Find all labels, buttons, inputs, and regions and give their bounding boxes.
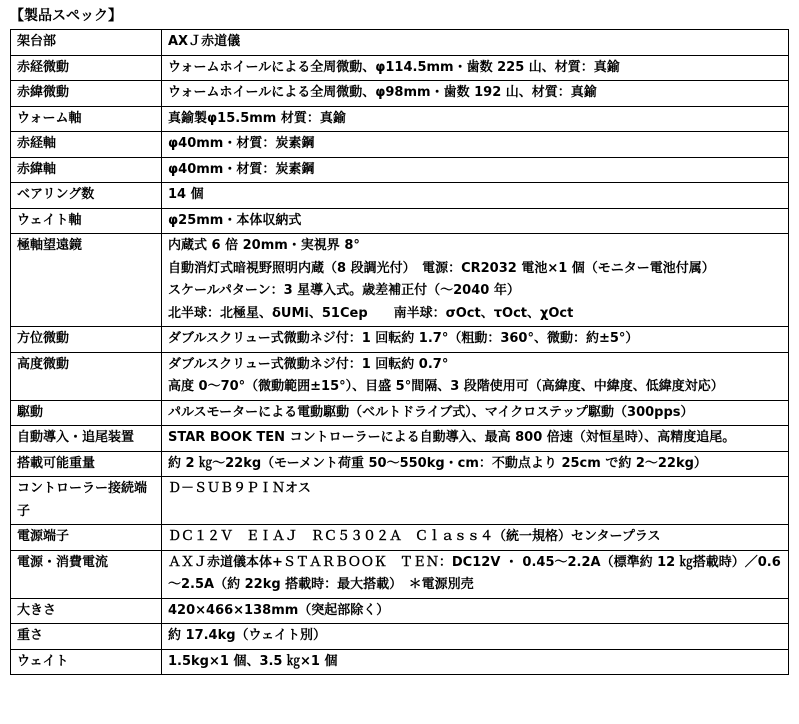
spec-value-line: 約 2 ㎏～22kg（モーメント荷重 50～550kg・cm：不動点より 25cm で約 2～22kg） [168,455,707,471]
spec-value-line: φ40mm・材質：炭素鋼 [168,136,315,151]
spec-value [162,550,789,598]
spec-value-line: 420×466×138mm（突起部除く） [168,602,390,618]
spec-value [162,81,789,107]
spec-label: 赤緯微動 [11,81,162,107]
spec-value-line: スケールパターン：3 星導入式。歳差補正付（～2040 年） [168,283,520,298]
spec-row [11,451,789,477]
spec-value [162,55,789,81]
spec-value-line: ダブルスクリュー式微動ネジ付：1 回転約 1.7°（粗動：360°、微動：約±5°） [168,331,639,346]
spec-row [11,649,789,675]
spec-label: ウェイト [11,649,162,675]
spec-label: コントローラー接続端子 [11,477,162,525]
spec-value [162,157,789,183]
spec-label: 電源端子 [11,525,162,551]
spec-row [11,352,789,400]
spec-row [11,400,789,426]
spec-label: 架台部 [11,30,162,56]
spec-label: ウォーム軸 [11,106,162,132]
spec-row [11,525,789,551]
spec-value [162,106,789,132]
spec-value-line: φ25mm・本体収納式 [168,212,302,228]
spec-row [11,157,789,183]
spec-value-line: パルスモーターによる電動駆動（ベルトドライブ式）、マイクロステップ駆動（300pps） [168,404,694,420]
spec-value-line: 北半球：北極星、δUMi、51Cep 南半球：σOct、τOct、χOct [168,305,574,321]
spec-row [11,132,789,158]
spec-label: 赤緯軸 [11,157,162,183]
spec-row [11,81,789,107]
spec-label: 高度微動 [11,352,162,400]
spec-row [11,426,789,452]
spec-label: 電源・消費電流 [11,550,162,598]
spec-label: 駆動 [11,400,162,426]
spec-value [162,352,789,400]
spec-value-line: φ40mm・材質：炭素鋼 [168,161,315,177]
spec-value-line: 約 17.4kg（ウェイト別） [168,628,327,643]
spec-value-line: ウォームホイールによる全周微動、φ98mm・歯数 192 山、材質：真鍮 [168,85,597,100]
spec-label: ウェイト軸 [11,208,162,234]
spec-value-line: Ｄ－ＳＵＢ９ＰＩＮオス [168,481,311,496]
spec-row [11,598,789,624]
spec-value-line: 14 個 [168,187,204,202]
spec-value-line: ＤＣ１２Ｖ ＥＩＡＪ ＲＣ５３０２Ａ Ｃｌａｓｓ４（統一規格）センタープラス [168,529,661,544]
spec-label: 大きさ [11,598,162,624]
spec-value [162,451,789,477]
spec-value-line: ダブルスクリュー式微動ネジ付：1 回転約 0.7° [168,356,449,372]
spec-value [162,598,789,624]
spec-value [162,525,789,551]
spec-value-line: 真鍮製φ15.5mm 材質：真鍮 [168,110,346,126]
spec-value [162,30,789,56]
spec-value [162,183,789,209]
spec-table-body [11,30,789,675]
spec-row [11,208,789,234]
spec-row [11,30,789,56]
spec-value-text: ＡＸＪ赤道儀本体+ＳＴＡＲＢＯＯＫ ＴＥＮ：DC12V ・ 0.45～2.2A（標準約 12 ㎏搭載時）／0.6～2.5A（約 22kg 搭載時：最大搭載） ＊電源別売 [168,554,781,592]
spec-value [162,234,789,327]
spec-value [162,132,789,158]
spec-value-line: AXＪ赤道儀 [168,34,241,49]
spec-row [11,624,789,650]
spec-label: 搭載可能重量 [11,451,162,477]
spec-value-line: 1.5kg×1 個、3.5 ㎏×1 個 [168,653,338,669]
spec-label: 赤経軸 [11,132,162,158]
spec-value-line: 内蔵式 6 倍 20mm・実視界 8° [168,238,360,253]
spec-row [11,234,789,327]
spec-value [162,477,789,525]
spec-label: ベアリング数 [11,183,162,209]
spec-label: 重さ [11,624,162,650]
spec-row [11,477,789,525]
spec-row [11,327,789,353]
spec-heading: 【製品スペック】 [10,8,122,24]
spec-value [162,649,789,675]
spec-value [162,400,789,426]
spec-value-line: 自動消灯式暗視野照明内蔵（8 段調光付） 電源：CR2032 電池×1 個（モニター電池付属） [168,260,715,276]
spec-row [11,550,789,598]
spec-label: 極軸望遠鏡 [11,234,162,327]
spec-value [162,327,789,353]
spec-label: 自動導入・追尾装置 [11,426,162,452]
spec-row [11,183,789,209]
spec-value [162,624,789,650]
spec-value-text: STAR BOOK TEN コントローラーによる自動導入、最高 800 倍速（対恒星時）、高精度追尾。 [168,430,736,445]
spec-table [10,29,789,675]
spec-label: 方位微動 [11,327,162,353]
spec-value-line: ウォームホイールによる全周微動、φ114.5mm・歯数 225 山、材質：真鍮 [168,59,620,75]
spec-row [11,106,789,132]
spec-value-line: 高度 0～70°（微動範囲±15°）、目盛 5°間隔、3 段階使用可（高緯度、中緯度、低緯度対応） [168,379,724,394]
spec-value [162,208,789,234]
spec-label: 赤経微動 [11,55,162,81]
spec-row [11,55,789,81]
spec-value [162,426,789,452]
